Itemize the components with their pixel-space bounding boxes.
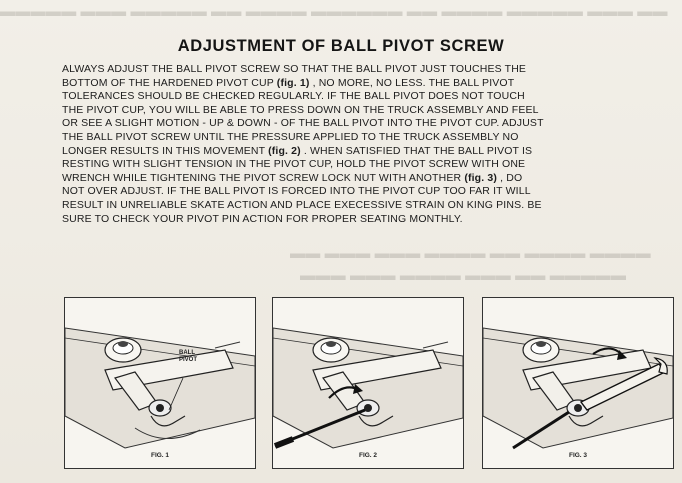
text-segment: , NO MORE, NO LESS. THE BALL PIVOT [309, 76, 515, 89]
figure-2-caption: FIG. 2 [358, 452, 378, 459]
paragraph-line [62, 90, 622, 104]
truck-assembly-illustration [65, 298, 255, 468]
text-segment: ALWAYS ADJUST THE BALL PIVOT SCREW SO THAT THE BALL PIVOT JUST TOUCHES THE [62, 63, 527, 75]
truck-assembly-with-wrenches-illustration [483, 298, 673, 468]
callout-line-1: BALL [179, 350, 195, 356]
paragraph-line [62, 158, 622, 172]
paragraph-line [62, 63, 622, 77]
figure-2 [272, 297, 464, 469]
bleed-through-texture: ▬▬▬ ▬▬▬ ▬▬▬▬ ▬▬▬ ▬▬ ▬▬▬▬▬ [300, 268, 627, 284]
text-segment: TOLERANCES SHOULD BE CHECKED REGULARLY. IF THE BALL PIVOT DOES NOT TOUCH [62, 90, 525, 103]
paragraph-line [62, 185, 622, 199]
bleed-through-texture: ▬▬▬▬▬ ▬▬▬ ▬▬▬▬▬ ▬▬ ▬▬▬▬ ▬▬▬▬▬▬ ▬▬ ▬▬▬▬ ▬▬▬▬▬ ▬▬▬ ▬▬ [0, 4, 668, 20]
paragraph-line [62, 104, 622, 118]
figure-3-caption: FIG. 3 [568, 452, 588, 459]
text-segment: WRENCH WHILE TIGHTENING THE PIVOT SCREW LOCK NUT WITH ANOTHER [62, 171, 465, 184]
page-title: ADJUSTMENT OF BALL PIVOT SCREW [177, 37, 505, 55]
figure-1 [64, 297, 256, 469]
text-segment: BOTTOM OF THE HARDENED PIVOT CUP [62, 76, 277, 89]
text-segment: . WHEN SATISFIED THAT THE BALL PIVOT IS [300, 144, 533, 157]
paragraph-line [62, 199, 622, 213]
paragraph-line [62, 145, 622, 159]
paragraph-line [62, 77, 622, 91]
text-segment: NOT OVER ADJUST. IF THE BALL PIVOT IS FORCED INTO THE PIVOT CUP TOO FAR IT WILL [62, 185, 531, 198]
paragraph-line [62, 117, 622, 131]
text-segment: , DO [497, 171, 523, 184]
text-segment: THE PIVOT CUP, YOU WILL BE ABLE TO PRESS DOWN ON THE TRUCK ASSEMBLY AND FEEL [62, 103, 539, 116]
bleed-through-texture: ▬▬ ▬▬▬ ▬▬▬ ▬▬▬▬ ▬▬ ▬▬▬▬ ▬▬▬▬ [290, 246, 651, 262]
figure-3 [482, 297, 674, 469]
text-segment: LONGER RESULTS IN THIS MOVEMENT [62, 144, 269, 157]
paragraph-line [62, 213, 622, 227]
callout-line-2: PIVOT [179, 357, 198, 363]
text-segment: RESULT IN UNRELIABLE SKATE ACTION AND PLACE EXECESSIVE STRAIN ON KING PINS. BE [62, 198, 542, 211]
figure-reference: (fig. 3) [464, 171, 498, 184]
ball-pivot-callout [179, 350, 197, 364]
text-segment: OR SEE A SLIGHT MOTION - UP & DOWN - OF THE BALL PIVOT INTO THE PIVOT CUP. ADJUST [62, 117, 544, 130]
text-segment: THE BALL PIVOT SCREW UNTIL THE PRESSURE APPLIED TO THE TRUCK ASSEMBLY NO [62, 130, 519, 143]
paragraph-line [62, 172, 622, 186]
paragraph-line [62, 131, 622, 145]
instruction-paragraph [62, 63, 622, 226]
figure-reference: (fig. 1) [276, 76, 310, 89]
text-segment: RESTING WITH SLIGHT TENSION IN THE PIVOT CUP, HOLD THE PIVOT SCREW WITH ONE [62, 158, 526, 171]
figure-1-caption: FIG. 1 [150, 452, 170, 459]
truck-assembly-with-screwdriver-illustration [273, 298, 463, 468]
figure-reference: (fig. 2) [268, 144, 301, 157]
text-segment: SURE TO CHECK YOUR PIVOT PIN ACTION FOR PROPER SEATING MONTHLY. [62, 212, 463, 225]
